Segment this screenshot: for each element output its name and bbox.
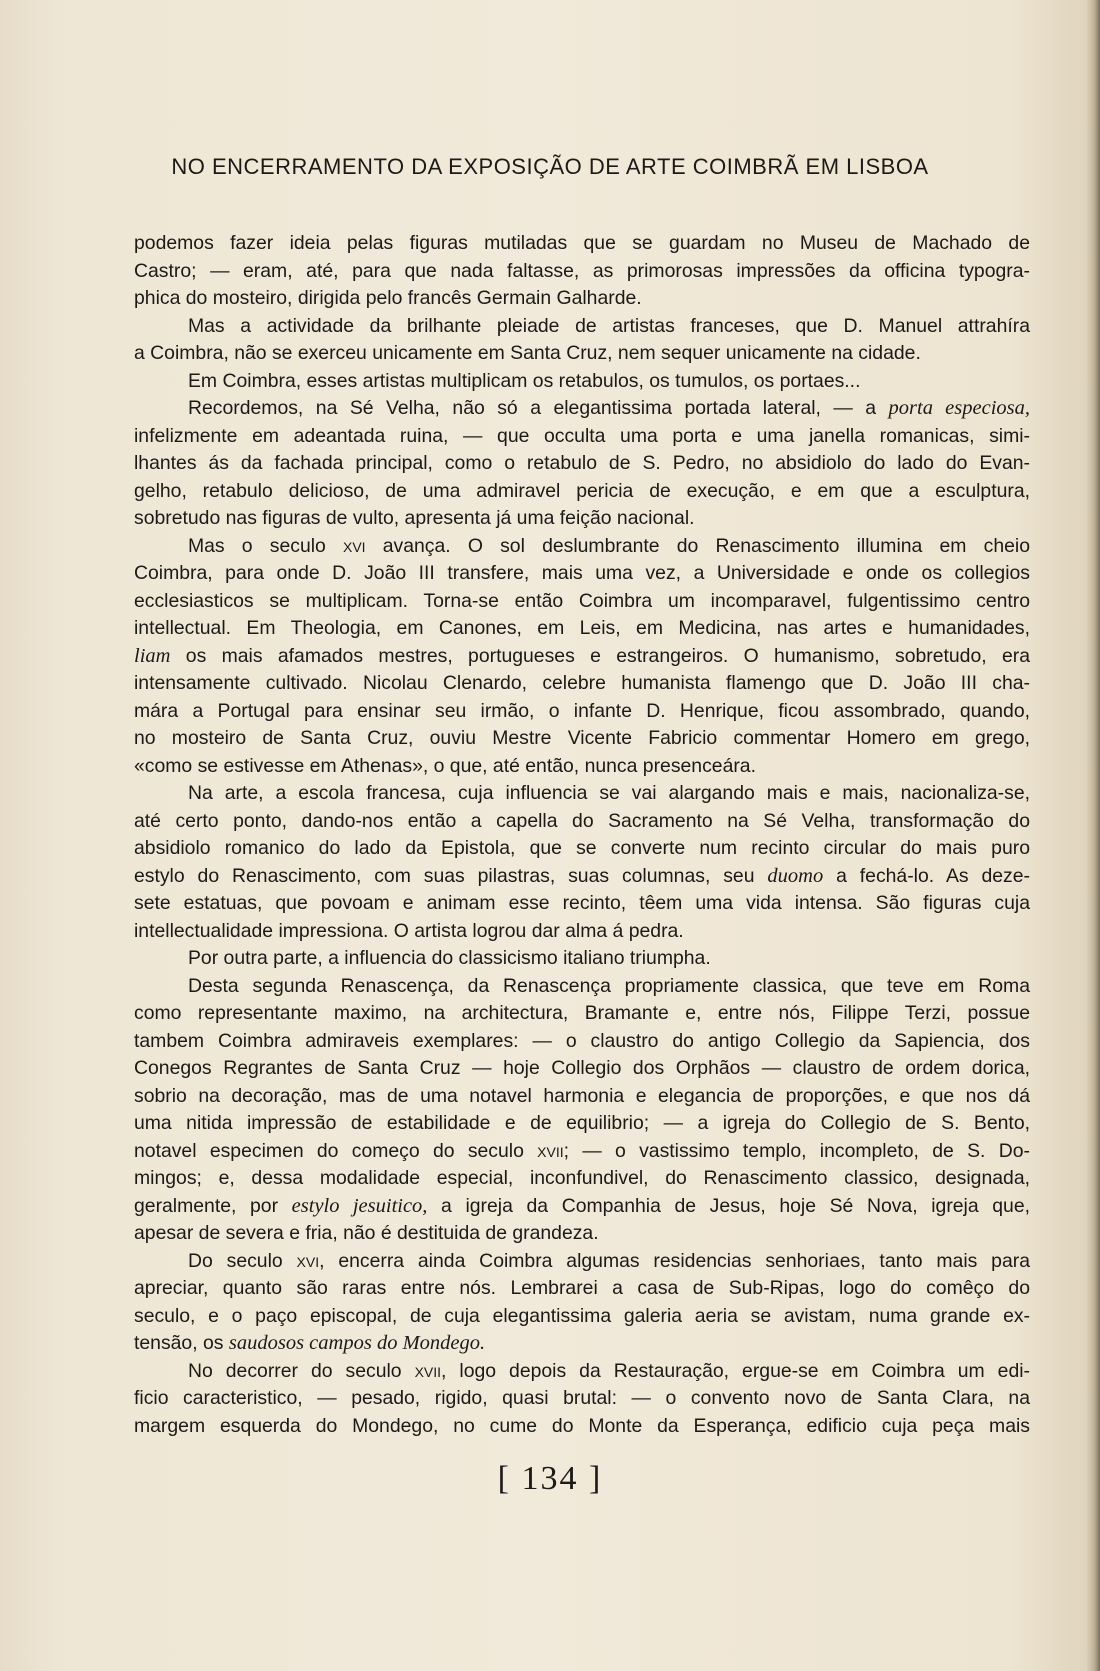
small-caps-text: xvi [296,1249,320,1272]
text-line [134,643,1030,671]
text-line [134,313,1030,341]
text-segment: sobrio na decoração, mas de uma notavel harmonia e elegancia de proporções, e que nos dá [134,1084,1030,1107]
text-segment: infelizmente em adeantada ruina, — que occulta uma porta e uma janella romanicas, simi- [134,424,1030,447]
text-line [134,1220,1030,1248]
text-line [134,1248,1030,1276]
text-line [134,1413,1030,1441]
text-line [134,918,1030,946]
text-line [134,1358,1030,1386]
text-line [134,615,1030,643]
text-line [134,1028,1030,1056]
text-segment: como representante maximo, na architectura, Bramante e, entre nós, Filippe Terzi, possue [134,1002,1030,1024]
text-segment: Na arte, a escola francesa, cuja influencia se vai alargando mais e mais, nacionaliza-se, [188,782,1030,804]
text-segment: absidiolo romanico do lado da Epistola, que se converte num recinto circular do mais puro [134,837,1030,859]
running-head: NO ENCERRAMENTO DA EXPOSIÇÃO DE ARTE COIMBRÃ EM LISBOA [171,154,929,179]
text-line [134,588,1030,616]
text-line [134,1385,1030,1413]
text-segment: sobretudo nas figuras de vulto, apresenta já uma feição nacional. [134,507,695,529]
text-segment: intensamente cultivado. Nicolau Clenardo, celebre humanista flamengo que D. João III cha- [134,672,1030,694]
text-line [134,1303,1030,1331]
text-segment: a fechá-lo. As deze- [823,864,1030,887]
text-segment: apesar de severa e fria, não é destituida de grandeza. [134,1222,599,1244]
text-segment: Castro; — eram, até, para que nada faltasse, as primorosas impressões da officina typogra- [134,259,1030,282]
text-line [134,1055,1030,1083]
text-line [134,395,1030,423]
italic-text: saudosos campos do Mondego. [228,1332,486,1354]
text-segment: Coimbra, para onde D. João III transfere, mais uma vez, a Universidade e onde os collegios [134,562,1030,584]
text-line [134,973,1030,1001]
text-line [134,533,1030,561]
small-caps-text: xvi [343,534,366,557]
text-segment: tambem Coimbra admiraveis exemplares: — o claustro do antigo Collegio da Sapiencia, dos [134,1029,1030,1052]
text-segment: Em Coimbra, esses artistas multiplicam os retabulos, os tumulos, os portaes... [188,369,861,392]
text-line [134,1083,1030,1111]
text-line [134,780,1030,808]
text-segment: intellectual. Em Theologia, em Canones, em Leis, em Medicina, nas artes e humanidades, [134,617,1030,639]
text-line [134,890,1030,918]
small-caps-text: xvii [414,1359,442,1382]
page-number: [ 134 ] [497,1460,603,1497]
text-segment: Conegos Regrantes de Santa Cruz — hoje Collegio dos Orphãos — claustro de ordem dorica, [134,1057,1030,1079]
text-line [134,753,1030,781]
text-segment: «como se estivesse em Athenas», o que, até então, nunca presenceára. [134,754,756,777]
text-segment: no mosteiro de Santa Cruz, ouviu Mestre Vicente Fabricio commentar Homero em grego, [134,727,1030,749]
text-segment: ecclesiasticos se multiplicam. Torna-se então Coimbra um incomparavel, fulgentissimo centro [134,589,1030,612]
text-line [134,945,1030,973]
text-line [134,1275,1030,1303]
text-segment: ficio caracteristico, — pesado, rigido, quasi brutal: — o convento novo de Santa Clara, na [134,1387,1030,1409]
text-line [134,1000,1030,1028]
text-line [134,258,1030,286]
text-line [134,698,1030,726]
text-segment: a Coimbra, não se exerceu unicamente em Santa Cruz, nem sequer unicamente na cidade. [134,342,921,364]
text-segment: , logo depois da Restauração, ergue-se em Coimbra um edi- [441,1359,1030,1382]
text-segment: até certo ponto, dando-nos então a capella do Sacramento na Sé Velha, transformação do [134,809,1030,832]
text-segment: Do seculo [188,1249,297,1272]
text-segment: Por outra parte, a influencia do classicismo italiano triumpha. [188,947,711,969]
text-line [134,1138,1030,1166]
text-segment: Mas o seculo [188,534,343,557]
text-line [134,1330,1030,1358]
text-line [134,340,1030,368]
italic-text: liam [134,644,171,667]
text-segment: mingos; e, dessa modalidade especial, inconfundivel, do Renascimento classico, designada, [134,1167,1030,1189]
text-segment: Desta segunda Renascença, da Renascença propriamente classica, que teve em Roma [188,974,1030,997]
text-line [134,368,1030,396]
italic-text: porta especiosa, [888,397,1030,419]
italic-text: duomo [767,864,824,887]
text-segment: uma nitida impressão de estabilidade e de equilibrio; — a igreja do Collegio de S. Bento, [134,1112,1030,1134]
text-line [134,560,1030,588]
text-segment: estylo do Renascimento, com suas pilastras, suas columnas, seu [134,864,768,887]
text-segment: sete estatuas, que povoam e animam esse recinto, têem uma vida intensa. São figuras cuja [134,892,1030,914]
italic-text: estylo jesuitico, [291,1194,428,1217]
body-text [134,230,1030,1440]
text-segment: No decorrer do seculo [188,1359,415,1382]
text-line [134,505,1030,533]
text-segment: phica do mosteiro, dirigida pelo francês Germain Galharde. [134,287,642,309]
text-segment: a igreja da Companhia de Jesus, hoje Sé Nova, igreja que, [427,1194,1031,1217]
text-segment: notavel especimen do começo do seculo [134,1139,538,1162]
page-edge-shadow [1086,0,1100,1671]
text-line [134,285,1030,313]
text-line [134,478,1030,506]
text-line [134,808,1030,836]
text-line [134,835,1030,863]
text-segment: geralmente, por [134,1194,292,1217]
text-line [134,1165,1030,1193]
text-segment: intellectualidade impressiona. O artista logrou dar alma á pedra. [134,919,684,942]
text-line [134,725,1030,753]
text-segment: margem esquerda do Mondego, no cume do Monte da Esperança, edificio cuja peça mais [134,1414,1030,1437]
text-segment: Recordemos, na Sé Velha, não só a elegantissima portada lateral, — a [188,397,889,419]
small-caps-text: xvii [537,1139,564,1162]
text-segment: Mas a actividade da brilhante pleiade de artistas franceses, que D. Manuel attrahíra [188,314,1030,337]
text-line [134,423,1030,451]
text-line [134,670,1030,698]
text-segment: tensão, os [134,1332,229,1354]
text-segment: lhantes ás da fachada principal, como o retabulo de S. Pedro, no absidiolo do lado do Evan- [134,452,1030,474]
text-segment: , encerra ainda Coimbra algumas residencias senhoriaes, tanto mais para [319,1249,1030,1272]
text-line [134,1110,1030,1138]
text-line [134,230,1030,258]
text-segment: os mais afamados mestres, portugueses e estrangeiros. O humanismo, sobretudo, era [170,644,1030,667]
text-segment: seculo, e o paço episcopal, de cuja elegantissima galeria aeria se avistam, numa grande ex- [134,1304,1030,1327]
text-line [134,1193,1030,1221]
text-segment: avança. O sol deslumbrante do Renascimento illumina em cheio [365,534,1030,557]
text-line [134,863,1030,891]
text-segment: podemos fazer ideia pelas figuras mutiladas que se guardam no Museu de Machado de [134,232,1030,254]
text-segment: gelho, retabulo delicioso, de uma admiravel pericia de execução, e em que a esculptura, [134,479,1030,502]
text-segment: ; — o vastissimo templo, incompleto, de S. Do- [563,1139,1030,1162]
text-segment: apreciar, quanto são raras entre nós. Lembrarei a casa de Sub-Ripas, logo do comêço do [134,1277,1030,1299]
text-segment: mára a Portugal para ensinar seu irmão, o infante D. Henrique, ficou assombrado, quando, [134,699,1030,722]
text-line [134,450,1030,478]
